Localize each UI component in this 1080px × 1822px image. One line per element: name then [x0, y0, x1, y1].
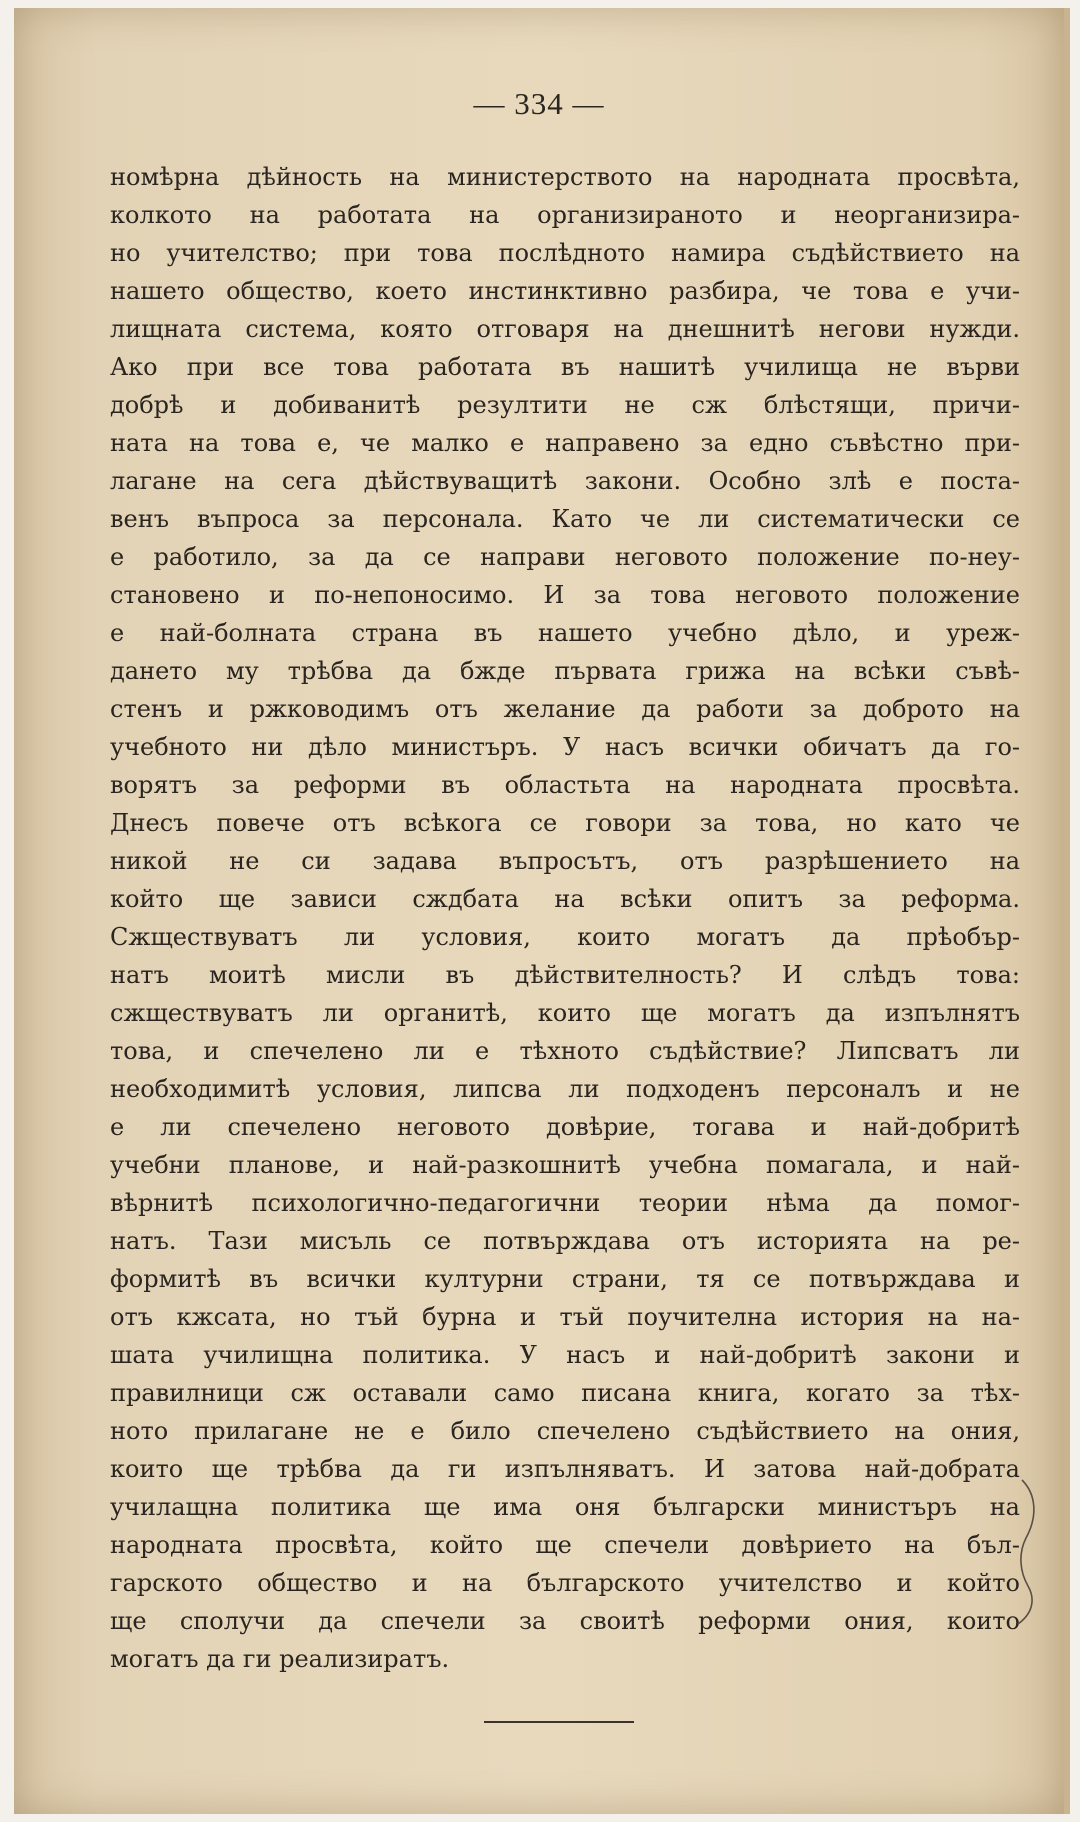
- text-line-28: вѣрнитѣ психологично-педагогични теории нѣма да помог-: [110, 1189, 1020, 1217]
- text-line-31: отъ кжсата, но тъй бурна и тъй поучителна история на на-: [110, 1303, 1020, 1331]
- text-line-16: учебното ни дѣло министъръ. У насъ всички обичатъ да го-: [110, 733, 1020, 761]
- text-line-19: никой не си задава въпросътъ, отъ разрѣшението на: [110, 847, 1020, 875]
- text-line-34: ното прилагане не е било спечелено съдѣйствието на ония,: [110, 1417, 1020, 1445]
- text-line-27: учебни планове, и най-разкошнитѣ учебна помагала, и най-: [110, 1151, 1020, 1179]
- text-line-35: които ще трѣбва да ги изпълняватъ. И затова най-добрата: [110, 1455, 1020, 1483]
- text-line-21: Сжществуватъ ли условия, които могатъ да прѣобър-: [110, 923, 1020, 951]
- text-line-40: могатъ да ги реализиратъ.: [110, 1645, 450, 1673]
- text-line-33: правилници сж оставали само писана книга, когато за тѣх-: [110, 1379, 1020, 1407]
- text-line-2: колкото на работата на организираното и неорганизира-: [110, 201, 1020, 229]
- text-line-25: необходимитѣ условия, липсва ли подходенъ персоналъ и не: [110, 1075, 1020, 1103]
- text-line-9: лагане на сега дѣйствуващитѣ закони. Особно злѣ е поста-: [110, 467, 1020, 495]
- text-line-32: шата училищна политика. У насъ и най-добритѣ закони и: [110, 1341, 1020, 1369]
- text-line-14: дането му трѣбва да бжде първата грижа на всѣки съвѣ-: [110, 657, 1020, 685]
- text-line-5: лищната система, която отговаря на днешнитѣ негови нужди.: [110, 315, 1020, 343]
- text-line-37: народната просвѣта, който ще спечели довѣрието на бъл-: [110, 1531, 1020, 1559]
- body-text: [110, 158, 1020, 1678]
- text-line-12: становено и по-непоносимо. И за това неговото положение: [110, 581, 1020, 609]
- text-line-13: е най-болната страна въ нашето учебно дѣло, и уреж-: [110, 619, 1020, 647]
- text-line-7: добрѣ и добиванитѣ резултити не сж блѣстящи, причи-: [110, 391, 1020, 419]
- text-line-39: ще сполучи да спечели за своитѣ реформи ония, които: [110, 1607, 1020, 1635]
- text-line-20: който ще зависи сждбата на всѣки опитъ за реформа.: [110, 885, 1020, 913]
- text-line-22: натъ моитѣ мисли въ дѣйствителность? И слѣдъ това:: [110, 961, 1020, 989]
- text-line-11: е работило, за да се направи неговото положение по-неу-: [110, 543, 1020, 571]
- text-line-1: номѣрна дѣйность на министерството на народната просвѣта,: [110, 163, 1020, 191]
- text-line-4: нашето общество, което инстинктивно разбира, че това е учи-: [110, 277, 1020, 305]
- margin-bracket-mark: [1014, 1476, 1054, 1626]
- text-line-36: училащна политика ще има оня български министъръ на: [110, 1493, 1020, 1521]
- text-line-26: е ли спечелено неговото довѣрие, тогава и най-добритѣ: [110, 1113, 1020, 1141]
- text-line-29: натъ. Тази мисъль се потвърждава отъ историята на ре-: [110, 1227, 1020, 1255]
- text-line-18: Днесъ повече отъ всѣкога се говори за това, но като че: [110, 809, 1020, 837]
- text-line-3: но учителство; при това послѣдното намира съдѣйствието на: [110, 239, 1020, 267]
- page-number: — 334 —: [473, 86, 605, 121]
- text-line-17: ворятъ за реформи въ областьта на народната просвѣта.: [110, 771, 1020, 799]
- text-line-24: това, и спечелено ли е тѣхното съдѣйствие? Липсватъ ли: [110, 1037, 1020, 1065]
- text-line-15: стенъ и ржководимъ отъ желание да работи за доброто на: [110, 695, 1020, 723]
- text-line-8: ната на това е, че малко е направено за едно съвѣстно при-: [110, 429, 1020, 457]
- text-line-30: формитѣ въ всички културни страни, тя се потвърждава и: [110, 1265, 1020, 1293]
- closing-rule: [484, 1721, 634, 1723]
- text-line-6: Ако при все това работата въ нашитѣ училища не върви: [110, 353, 1020, 381]
- text-line-10: венъ въпроса за персонала. Като че ли систематически се: [110, 505, 1020, 533]
- text-line-38: гарското общество и на българското учителство и който: [110, 1569, 1020, 1597]
- book-page: [14, 8, 1070, 1814]
- text-line-23: сжществуватъ ли органитѣ, които ще могатъ да изпълнятъ: [110, 999, 1020, 1027]
